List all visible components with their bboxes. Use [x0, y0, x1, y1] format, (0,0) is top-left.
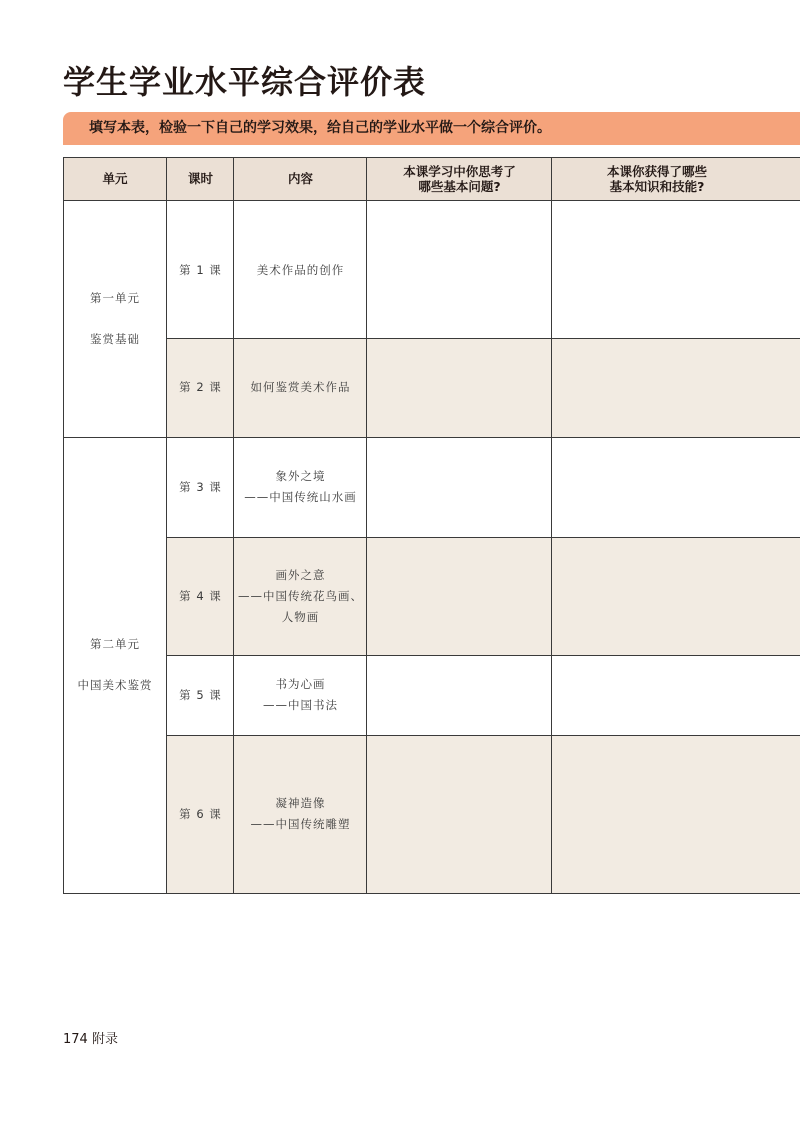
- content-3-line2: ——中国传统山水画: [244, 490, 357, 504]
- page-footer: [63, 1028, 118, 1047]
- content-cell-6: [234, 735, 367, 893]
- header-skills: [552, 157, 762, 200]
- skills-answer-cell-2[interactable]: [552, 338, 800, 437]
- questions-answer-cell-2[interactable]: [367, 338, 552, 437]
- period-cell-6: [167, 735, 234, 893]
- content-cell-2: [234, 338, 367, 437]
- unit-2-name: 第二单元: [90, 637, 140, 651]
- page-number: 174: [63, 1032, 88, 1047]
- content-4-line1: 画外之意: [275, 567, 326, 582]
- questions-answer-cell-6[interactable]: [367, 735, 552, 893]
- header-questions-line2: 哪些基本问题?: [418, 178, 501, 194]
- content-1-line1: 美术作品的创作: [256, 263, 345, 277]
- content-cell-3: [234, 437, 367, 537]
- content-5-line2: ——中国书法: [263, 698, 338, 712]
- header-questions: [367, 157, 552, 200]
- header-period-label: 课时: [187, 171, 213, 186]
- header-content-label: 内容: [287, 171, 313, 186]
- period-6-label: 第 6 课: [179, 806, 222, 821]
- page-title: 学生学业水平综合评价表: [63, 63, 427, 101]
- table-bottom-rule: [63, 893, 800, 894]
- period-4-label: 第 4 课: [179, 588, 222, 603]
- header-unit: [63, 157, 167, 200]
- skills-answer-cell-1[interactable]: [552, 200, 800, 338]
- skills-answer-cell-4[interactable]: [552, 537, 800, 655]
- header-content: [234, 157, 367, 200]
- evaluation-table: [63, 157, 800, 894]
- content-6-line1: 凝神造像: [275, 796, 326, 810]
- content-2-line1: 如何鉴赏美术作品: [250, 380, 351, 394]
- unit-cell-2: [63, 437, 167, 893]
- header-skills-line1: 本课你获得了哪些: [606, 163, 707, 179]
- content-3-line1: 象外之境: [275, 469, 326, 483]
- skills-answer-cell-5[interactable]: [552, 655, 800, 735]
- questions-answer-cell-3[interactable]: [367, 437, 552, 537]
- instruction-banner: 填写本表，检验一下自己的学习效果，给自己的学业水平做一个综合评价。: [63, 112, 800, 145]
- content-cell-4: [234, 537, 367, 655]
- unit-2-title: 中国美术鉴赏: [77, 678, 153, 692]
- header-period: [167, 157, 234, 200]
- period-cell-1: [167, 200, 234, 338]
- content-5-line1: 书为心画: [275, 677, 326, 691]
- header-skills-line2: 基本知识和技能?: [609, 178, 705, 194]
- content-6-line2: ——中国传统雕塑: [250, 817, 351, 831]
- period-cell-3: [167, 437, 234, 537]
- content-4-line3: 人物画: [281, 609, 320, 624]
- content-4-line2: ——中国传统花鸟画、: [238, 588, 363, 603]
- skills-answer-cell-6[interactable]: [552, 735, 800, 893]
- period-3-label: 第 3 课: [179, 479, 222, 494]
- period-2-label: 第 2 课: [179, 380, 222, 394]
- content-cell-1: [234, 200, 367, 338]
- skills-answer-cell-3[interactable]: [552, 437, 800, 537]
- period-1-label: 第 1 课: [179, 263, 222, 277]
- period-5-label: 第 5 课: [179, 687, 222, 702]
- header-unit-label: 单元: [102, 171, 128, 186]
- period-cell-4: [167, 537, 234, 655]
- period-cell-5: [167, 655, 234, 735]
- footer-section: 附录: [91, 1032, 118, 1047]
- period-cell-2: [167, 338, 234, 437]
- unit-1-title: 鉴赏基础: [90, 331, 140, 346]
- header-questions-line1: 本课学习中你思考了: [403, 163, 516, 179]
- questions-answer-cell-5[interactable]: [367, 655, 552, 735]
- unit-1-name: 第一单元: [90, 290, 140, 305]
- unit-cell-1: [63, 200, 167, 437]
- content-cell-5: [234, 655, 367, 735]
- questions-answer-cell-1[interactable]: [367, 200, 552, 338]
- questions-answer-cell-4[interactable]: [367, 537, 552, 655]
